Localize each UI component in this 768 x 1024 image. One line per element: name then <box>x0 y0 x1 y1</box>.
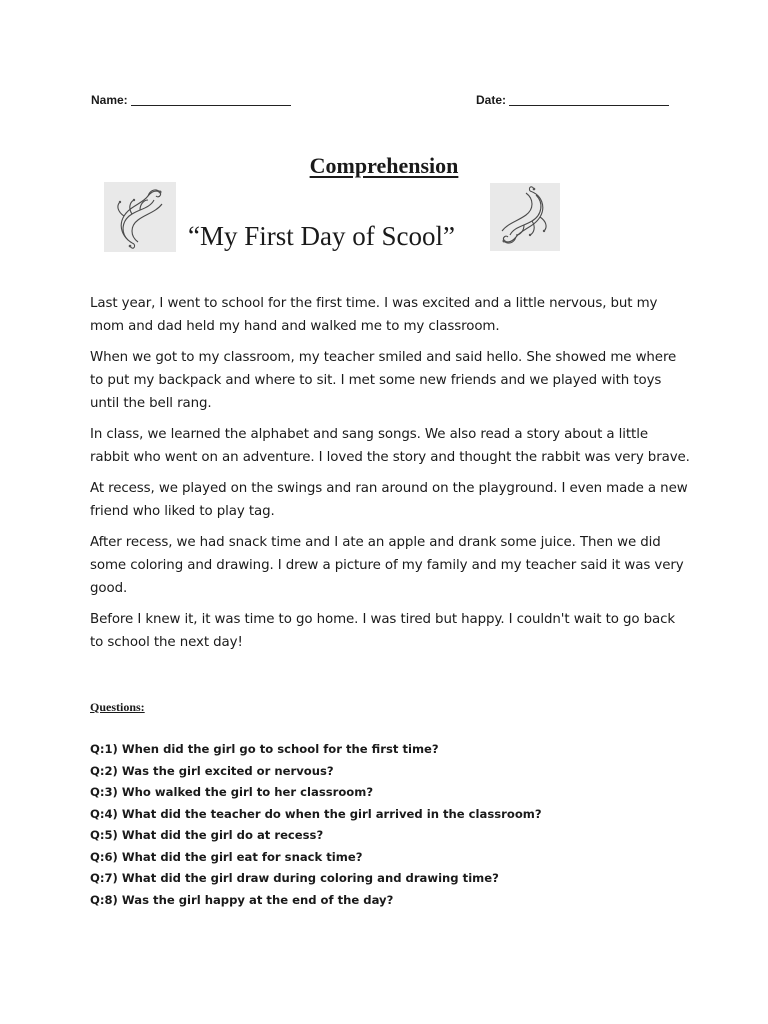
question-item: Q:2) Was the girl excited or nervous? <box>90 763 334 778</box>
question-item: Q:6) What did the girl eat for snack time? <box>90 849 363 864</box>
worksheet-heading <box>0 153 768 179</box>
question-item: Q:8) Was the girl happy at the end of the day? <box>90 892 394 907</box>
floral-swirl-icon <box>490 183 560 251</box>
question-item: Q:3) Who walked the girl to her classroom? <box>90 785 374 799</box>
story-paragraph: Before I knew it, it was time to go home. I was tired but happy. I couldn't wait to go back to school the next day! <box>90 612 676 650</box>
story-paragraph: Last year, I went to school for the first time. I was excited and a little nervous, but my mom and dad held my hand and walked me to my classroom. <box>90 296 658 334</box>
heading-text: Comprehension <box>309 153 459 178</box>
questions-list <box>90 739 710 911</box>
questions-heading: Questions: <box>90 700 145 714</box>
story-paragraph: At recess, we played on the swings and ran around on the playground. I even made a new friend who liked to play tag. <box>90 481 688 519</box>
date-field <box>476 93 669 107</box>
floral-swirl-icon <box>104 182 176 252</box>
question-item: Q:5) What did the girl do at recess? <box>90 828 324 842</box>
name-field <box>91 93 291 107</box>
question-item: Q:4) What did the teacher do when the girl arrived in the classroom? <box>90 806 542 821</box>
date-label: Date: <box>476 93 507 107</box>
story-paragraph: In class, we learned the alphabet and sang songs. We also read a story about a little rabbit who went on an adventure. I loved the story and thought the rabbit was very brave. <box>90 427 690 465</box>
question-item: Q:1) When did the girl go to school for the first time? <box>90 742 439 756</box>
question-item: Q:7) What did the girl draw during coloring and drawing time? <box>90 871 499 885</box>
story-paragraph: After recess, we had snack time and I ate an apple and drank some juice. Then we did some coloring and drawing. I drew a picture of my family and my teacher said it was very good. <box>90 535 684 596</box>
story-paragraph: When we got to my classroom, my teacher smiled and said hello. She showed me where to put my backpack and where to sit. I met some new friends and we played with toys until the bell rang. <box>90 350 677 411</box>
story-body <box>90 292 690 662</box>
name-blank-line <box>131 105 291 106</box>
name-label: Name: <box>91 93 128 107</box>
date-blank-line <box>509 105 669 106</box>
story-title: “My First Day of Scool” <box>188 221 455 251</box>
